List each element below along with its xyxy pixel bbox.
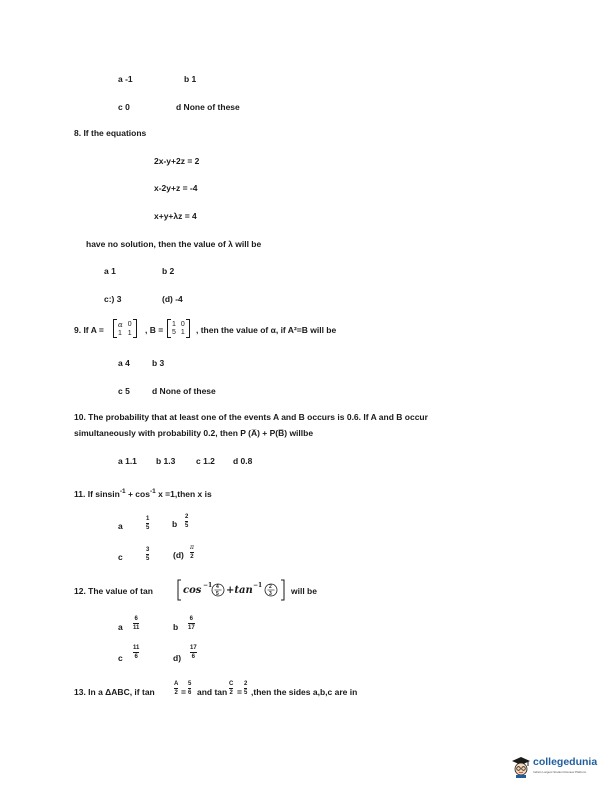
matrix-b-cell: 0 (180, 321, 185, 328)
numerator: 5 (188, 681, 192, 687)
numerator: 2 (269, 584, 272, 590)
q9-option-d: d None of these (152, 386, 216, 396)
matrix-a-cell: 0 (127, 320, 132, 328)
q9-number: 9. If A = (74, 325, 104, 335)
q12-option-a-fraction (133, 616, 139, 631)
matrix-a-cell: α (118, 320, 123, 329)
q8-equation-2: x-2y+z = -4 (154, 183, 198, 193)
matrix-a (113, 319, 137, 338)
q8-conclusion: have no solution, then the value of λ will be (86, 239, 262, 249)
q12-option-d-fraction (190, 645, 197, 660)
q9-b-label: , B = (145, 325, 164, 335)
q10-option-c: c 1.2 (196, 456, 215, 466)
q13-fraction-c-half (229, 681, 233, 696)
logo-tagline: India's Largest Student Review Platform (533, 770, 587, 774)
q11-superscript: -1 (119, 488, 126, 495)
q8-option-d: (d) -4 (162, 294, 183, 304)
matrix-a-cell: 1 (127, 329, 132, 337)
numerator: C (229, 681, 234, 687)
q11-option-c-fraction (146, 547, 149, 562)
denominator: 17 (188, 625, 195, 631)
denominator: 2 (190, 554, 194, 560)
matrix-b-cell: 1 (180, 329, 185, 336)
q12-stem-post: will be (291, 586, 317, 596)
q7-option-b: b 1 (184, 74, 197, 84)
q10-option-a: a 1.1 (118, 456, 137, 466)
q11-option-a-label: a (118, 521, 123, 531)
q11-option-b-fraction (185, 514, 188, 529)
q7-option-a: a -1 (118, 74, 133, 84)
denominator: 11 (133, 625, 140, 631)
q11-option-d-label: (d) (173, 550, 184, 560)
matrix-b-cell: 1 (172, 321, 176, 328)
q8-option-a: a 1 (104, 266, 116, 276)
q10-option-d: d 0.8 (233, 456, 253, 466)
denominator: 2 (174, 690, 178, 696)
q10-line-2: simultaneously with probability 0.2, then P (A̅) + P(B̅) willbe (74, 428, 314, 438)
q11-stem-pre: 11. If sinsin (74, 488, 120, 499)
q10-option-b: b 1.3 (156, 456, 176, 466)
numerator: 6 (189, 616, 194, 622)
inverse-sup: −1 (203, 582, 213, 589)
q9-option-a: a 4 (118, 358, 130, 368)
q12-option-b-fraction (188, 616, 195, 631)
numerator: 1 (146, 516, 150, 522)
q8-option-b: b 2 (162, 266, 175, 276)
q11-option-c-label: c (118, 552, 123, 562)
q13-post: ,then the sides a,b,c are in (251, 687, 358, 697)
q8-option-c: c:) 3 (104, 294, 122, 304)
denominator: 6 (134, 654, 138, 660)
q12-option-c-label: c (118, 653, 123, 663)
q12-option-a-label: a (118, 622, 123, 632)
q9-option-b: b 3 (152, 358, 165, 368)
numerator: π (190, 544, 194, 551)
plus-tan-text: +tan (226, 585, 253, 596)
numerator: 2 (185, 514, 189, 520)
numerator: 2 (244, 681, 248, 687)
q12-option-b-label: b (173, 622, 179, 632)
denominator: 3 (269, 591, 272, 597)
denominator: 6 (188, 690, 192, 696)
numerator: 17 (190, 645, 197, 651)
q11-option-d-fraction (190, 545, 194, 560)
q12-option-d-label: d) (173, 653, 182, 663)
q8-equation-3: x+y+λz = 4 (154, 211, 197, 221)
denominator: 2 (229, 690, 233, 696)
matrix-b (167, 319, 190, 338)
numerator: 4 (216, 584, 219, 590)
denominator: 6 (191, 654, 196, 660)
inverse-sup: −1 (253, 582, 263, 589)
matrix-b-cell: 5 (172, 329, 176, 336)
q11-option-a-fraction (146, 516, 149, 531)
collegedunia-logo (511, 752, 603, 784)
q11-superscript: -1 (149, 488, 156, 495)
left-bracket (178, 580, 181, 600)
denominator: 5 (185, 523, 189, 529)
q9-option-c: c 5 (118, 386, 130, 396)
numerator: 6 (134, 616, 138, 622)
q13-fraction-2-5 (244, 681, 247, 696)
q13-mid: and tan (197, 687, 228, 697)
q8-stem: 8. If the equations (74, 128, 147, 138)
q10-line-1: 10. The probability that at least one of the events A and B occurs is 0.6. If A and B occur (74, 412, 428, 422)
q11-stem-mid: + cos (125, 488, 150, 499)
q13-equals: = (237, 687, 242, 697)
logo-wordmark: collegedunia (533, 756, 598, 768)
q7-option-d: d None of these (176, 102, 240, 112)
matrix-a-cell: 1 (118, 329, 122, 337)
q13-pre: 13. In a ΔABC, if tan (74, 687, 155, 697)
q13-equals: = (181, 687, 186, 697)
q9-tail: , then the value of α, if A²=B will be (196, 325, 337, 335)
q13-fraction-a-half (174, 681, 178, 696)
q13-fraction-5-6 (188, 681, 191, 696)
right-bracket (281, 580, 284, 600)
numerator: 11 (133, 645, 140, 651)
denominator: 5 (216, 591, 219, 597)
q12-option-c-fraction (133, 645, 139, 660)
q8-equation-1: 2x-y+2z = 2 (154, 156, 200, 166)
q11-stem-post: x =1,then x is (155, 488, 212, 499)
q11-option-b-label: b (172, 519, 178, 529)
q12-stem-pre: 12. The value of tan (74, 586, 153, 596)
cos-text: cos (183, 585, 202, 596)
denominator: 5 (244, 690, 248, 696)
numerator: A (174, 681, 179, 687)
q12-expression (176, 577, 286, 603)
q11-stem (74, 489, 212, 498)
q7-option-c: c 0 (118, 102, 130, 112)
denominator: 5 (146, 525, 150, 531)
numerator: 3 (146, 547, 150, 553)
graduate-mascot-icon (511, 756, 531, 778)
denominator: 5 (146, 556, 150, 562)
